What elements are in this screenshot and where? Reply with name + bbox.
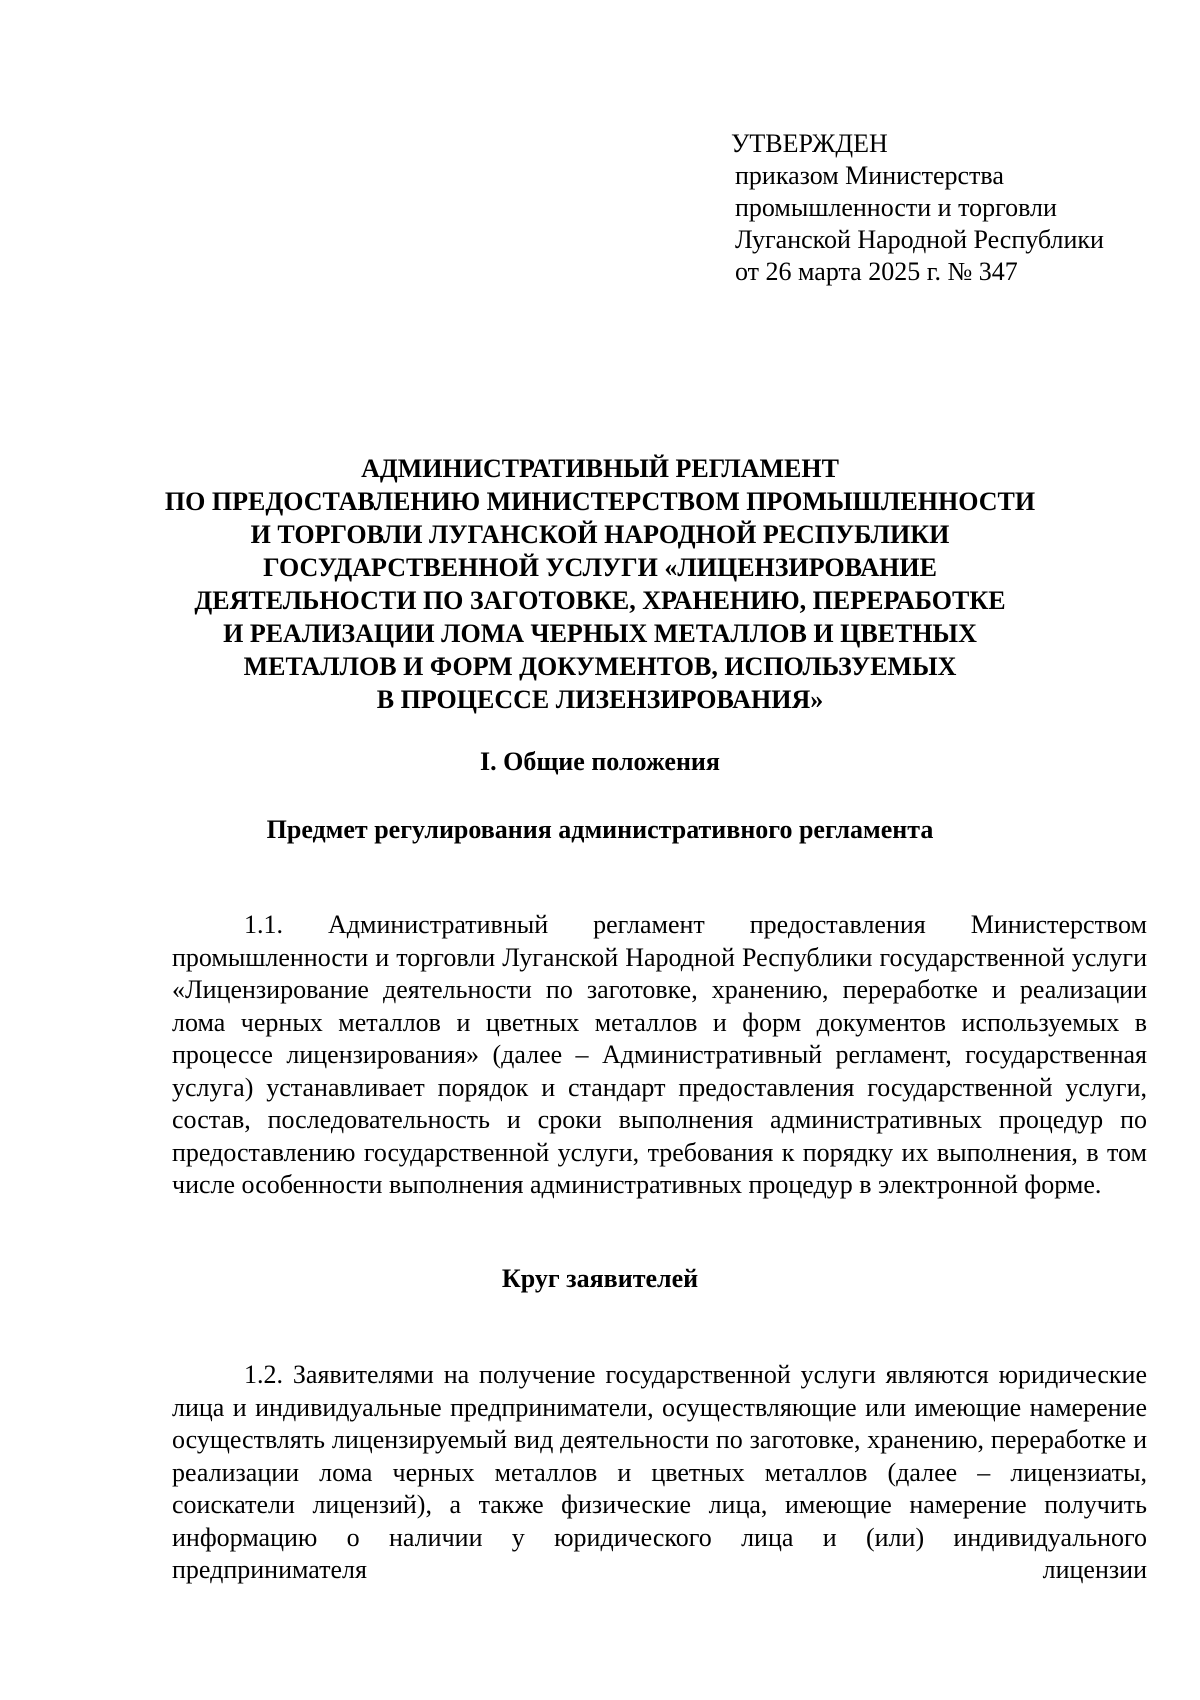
paragraph-1-1: 1.1. Административный регламент предоставления Министерством промышленности и торговли Луганской Народной Республики государственной услуги «Лицензирование деятельности по заготовке, хранению, переработке и реализации лома черных металлов и цветных металлов и форм документов используемых в процессе лицензирования» (далее – Административный регламент, государственная услуга) устанавливает порядок и стандарт предоставления государственной услуги, состав, последовательность и сроки выполнения административных процедур по предоставлению государственной услуги, требования к порядку их выполнения, в том числе особенности выполнения административных процедур в электронной форме.	[172, 910, 1147, 1199]
title-line: ПО ПРЕДОСТАВЛЕНИЮ МИНИСТЕРСТВОМ ПРОМЫШЛЕННОСТИ	[164, 487, 1036, 516]
title-line: АДМИНИСТРАТИВНЫЙ РЕГЛАМЕНТ	[361, 454, 839, 483]
subsection-heading-subject: Предмет регулирования административного регламента	[266, 815, 934, 844]
section-heading-general: I. Общие положения	[480, 747, 720, 776]
approval-stamp	[731, 128, 1175, 288]
document-title	[100, 452, 1100, 716]
title-line: В ПРОЦЕССЕ ЛИЗЕНЗИРОВАНИЯ»	[376, 685, 824, 714]
approval-line: промышленности и торговли	[735, 193, 1057, 222]
title-line: ГОСУДАРСТВЕННОЙ УСЛУГИ «ЛИЦЕНЗИРОВАНИЕ	[263, 553, 937, 582]
approval-line: от 26 марта 2025 г. № 347	[735, 257, 1018, 286]
subsection-heading-applicants: Круг заявителей	[501, 1264, 699, 1293]
title-line: И ТОРГОВЛИ ЛУГАНСКОЙ НАРОДНОЙ РЕСПУБЛИКИ	[250, 520, 950, 549]
title-line: ДЕЯТЕЛЬНОСТИ ПО ЗАГОТОВКЕ, ХРАНЕНИЮ, ПЕРЕРАБОТКЕ	[194, 586, 1006, 615]
title-line: МЕТАЛЛОВ И ФОРМ ДОКУМЕНТОВ, ИСПОЛЬЗУЕМЫХ	[243, 652, 957, 681]
paragraph-1-2: 1.2. Заявителями на получение государственной услуги являются юридические лица и индивидуальные предприниматели, осуществляющие или имеющие намерение осуществлять лицензируемый вид деятельности по заготовке, хранению, переработке и реализации лома черных металлов и цветных металлов (далее – лицензиаты, соискатели лицензий), а также физические лица, имеющие намерение получить информацию о наличии у юридического лица и (или) индивидуального предпринимателя лицензии	[172, 1360, 1147, 1584]
approval-line: приказом Министерства	[735, 161, 1004, 190]
approval-line: Луганской Народной Республики	[735, 225, 1104, 254]
title-line: И РЕАЛИЗАЦИИ ЛОМА ЧЕРНЫХ МЕТАЛЛОВ И ЦВЕТНЫХ	[223, 619, 977, 648]
approval-line: УТВЕРЖДЕН	[731, 129, 888, 158]
